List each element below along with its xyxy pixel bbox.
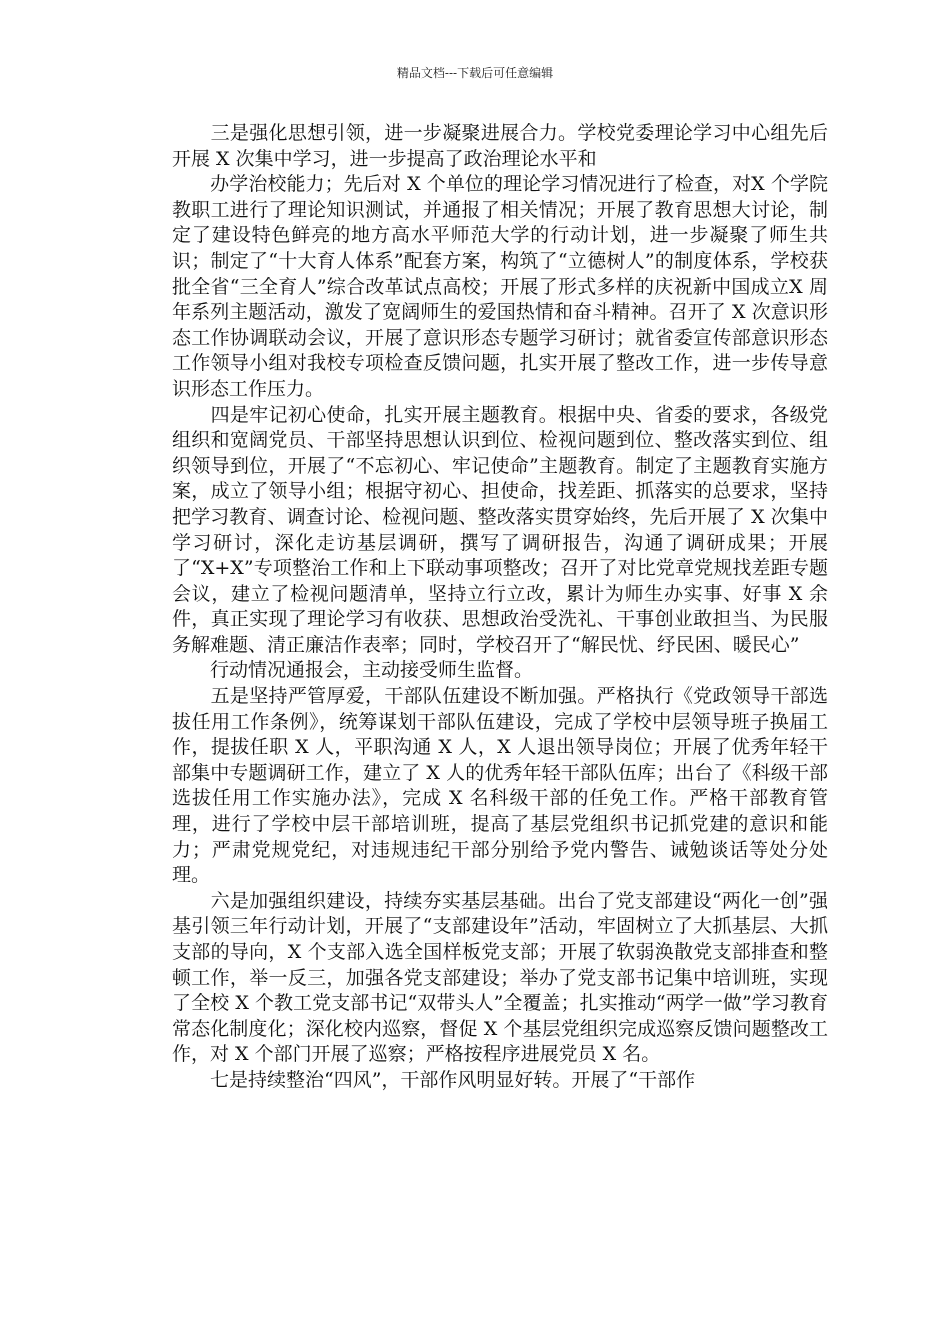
page-header: 精品文档---下载后可任意编辑 bbox=[396, 66, 554, 80]
paragraph-3: 四是牢记初心使命，扎实开展主题教育。根据中央、省委的要求，各级党组织和宽阔党员、干部坚持思想认识到位、检视问题到位、整改落实到位、组织领导到位，开展了“不忘初心、牢记使命”主题教育。制定了主题教育实施方案，成立了领导小组；根据守初心、担使命，找差距、抓落实的总要求，坚持把学习教育、调查讨论、检视问题、整改落实贯穿始终，先后开展了 X 次集中学习研讨，深化走访基层调研，撰写了调研报告，沟通了调研成果；开展了“X+X”专项整治工作和上下联动事项整改；召开了对比党章党规找差距专题会议，建立了检视问题清单，坚持立行立改，累计为师生办实事、好事 X 余件，真正实现了理论学习有收获、思想政治受洗礼、干事创业敢担当、为民服务解难题、清正廉洁作表率；同时，学校召开了“解民忧、纾民困、暖民心” bbox=[172, 403, 828, 656]
paragraph-5: 五是坚持严管厚爱，干部队伍建设不断加强。严格执行《党政领导干部选拔任用工作条例》，统筹谋划干部队伍建设，完成了学校中层领导班子换届工作，提拔任职 X 人，平职沟通 X 人，X 人退出领导岗位；开展了优秀年轻干部集中专题调研工作，建立了 X 人的优秀年轻干部队伍库；出台了《科级干部选拔任用工作实施办法》，完成 X 名科级干部的任免工作。严格干部教育管理，进行了学校中层干部培训班，提高了基层党组织书记抓党建的意识和能力；严肃党规党纪，对违规违纪干部分别给予党内警告、诫勉谈话等处分处理。 bbox=[172, 685, 828, 887]
document-body bbox=[172, 121, 828, 1094]
paragraph-6: 六是加强组织建设，持续夯实基层基础。出台了党支部建设“两化一创”强基引领三年行动计划，开展了“支部建设年”活动，牢固树立了大抓基层、大抓支部的导向，X 个支部入选全国样板党支部；开展了软弱涣散党支部排查和整顿工作，举一反三，加强各党支部建设；举办了党支部书记集中培训班，实现了全校 X 个教工党支部书记“双带头人”全覆盖；扎实推动“两学一做”学习教育常态化制度化；深化校内巡察，督促 X 个基层党组织完成巡察反馈问题整改工作，对 X 个部门开展了巡察；严格按程序进展党员 X 名。 bbox=[172, 889, 828, 1066]
paragraph-1: 三是强化思想引领，进一步凝聚进展合力。学校党委理论学习中心组先后开展 X 次集中学习，进一步提高了政治理论水平和 bbox=[172, 122, 828, 170]
paragraph-4: 行动情况通报会，主动接受师生监督。 bbox=[172, 659, 534, 682]
paragraph-7: 七是持续整治“四风”，干部作风明显好转。开展了“干部作 bbox=[172, 1068, 696, 1091]
paragraph-2: 办学治校能力；先后对 X 个单位的理论学习情况进行了检查，对X 个学院教职工进行了理论知识测试，并通报了相关情况；开展了教育思想大讨论，制定了建设特色鲜亮的地方高水平师范大学的行动计划，进一步凝聚了师生共识；制定了“十大育人体系”配套方案，构筑了“立德树人”的制度体系，学校获批全省“三全育人”综合改革试点高校；开展了形式多样的庆祝新中国成立X 周年系列主题活动，激发了宽阔师生的爱国热情和奋斗精神。召开了 X 次意识形态工作协调联动会议，开展了意识形态专题学习研讨；就省委宣传部意识形态工作领导小组对我校专项检查反馈问题，扎实开展了整改工作，进一步传导意识形态工作压力。 bbox=[172, 173, 828, 400]
